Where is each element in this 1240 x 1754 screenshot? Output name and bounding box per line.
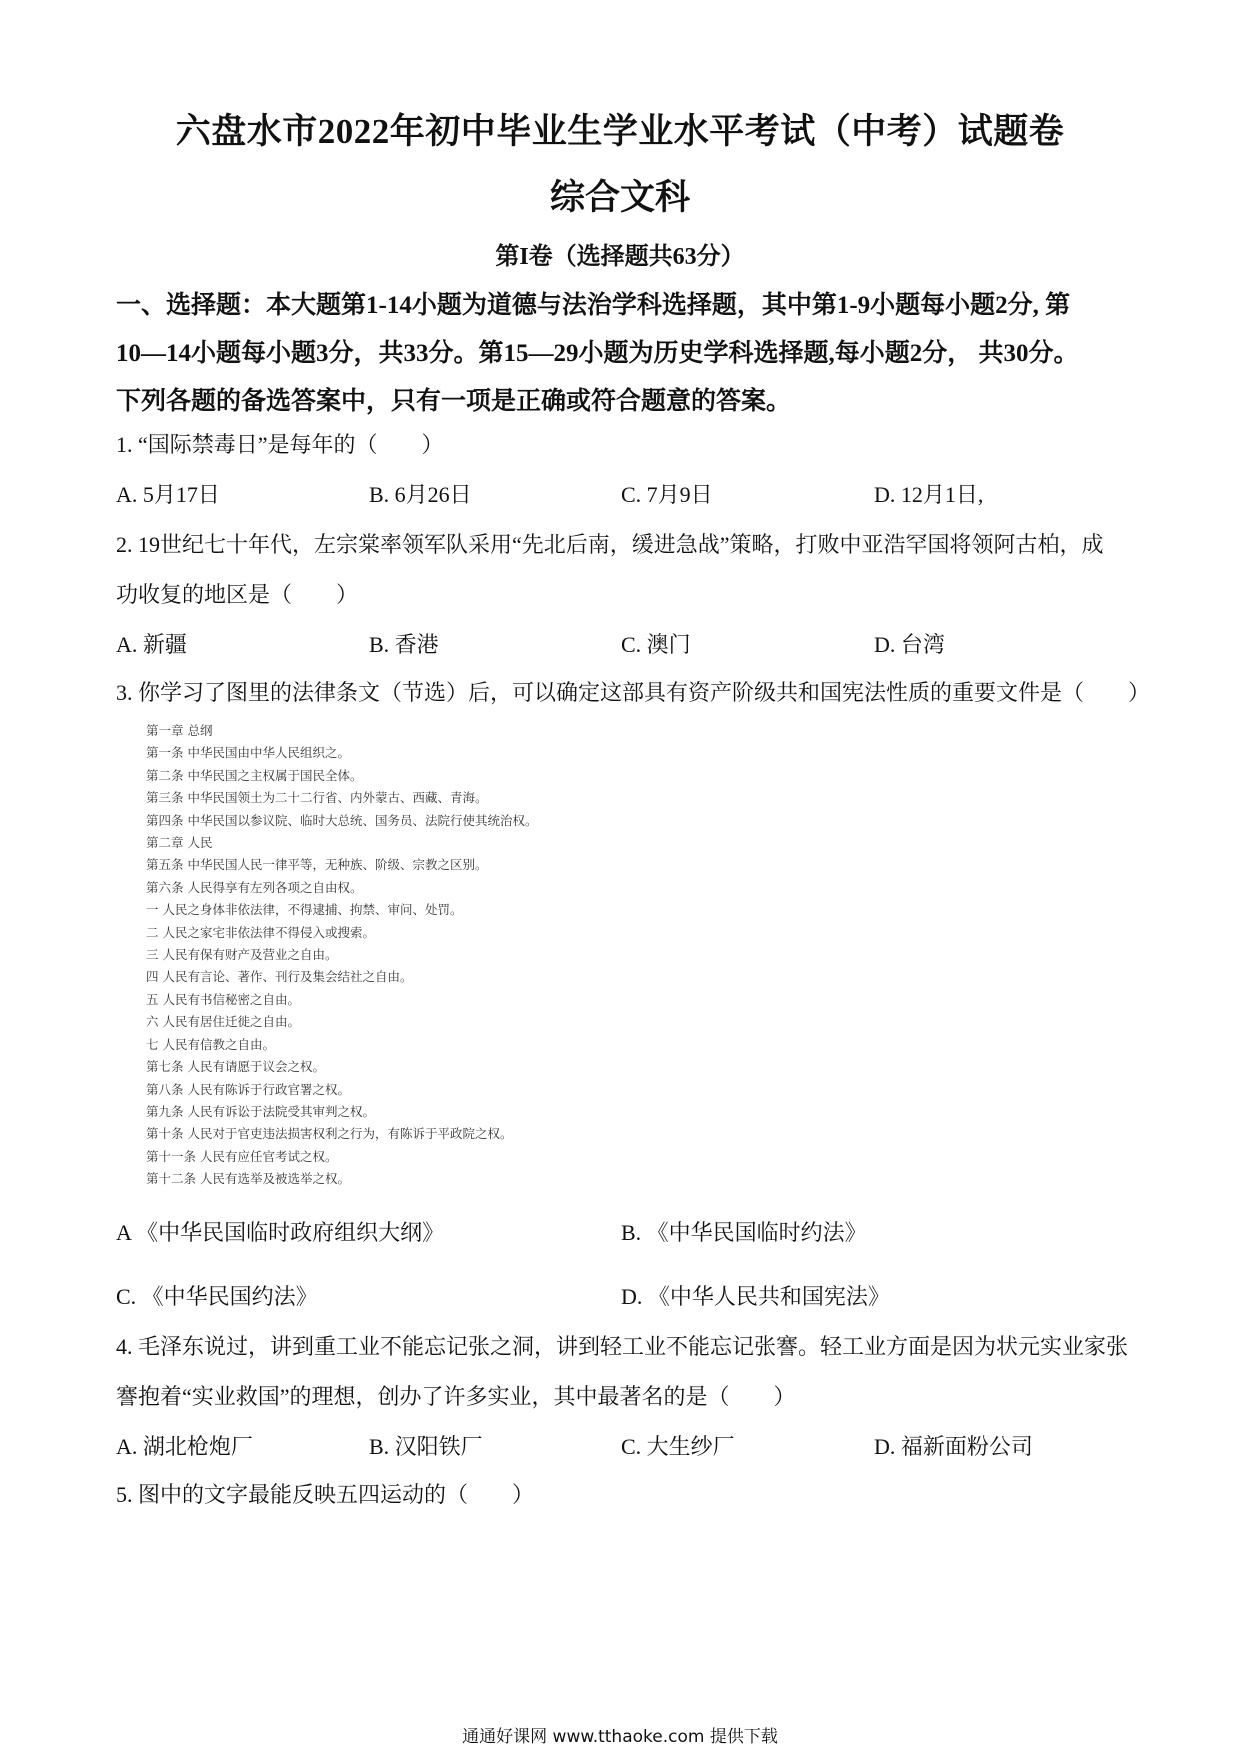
figure-line: 第四条 中华民国以参议院、临时大总统、国务员、法院行使其统治权。 — [146, 812, 538, 828]
instruction-line: 下列各题的备选答案中，只有一项是正确或符合题意的答案。 — [116, 388, 792, 415]
question-1-stem: 1. “国际禁毒日”是每年的（ ） — [116, 432, 444, 457]
figure-line: 第五条 中华民国人民一律平等，无种族、阶级、宗教之区别。 — [146, 857, 488, 873]
option-b: B. 《中华民国临时约法》 — [621, 1220, 867, 1245]
option-b: B. 香港 — [369, 632, 439, 657]
section-heading: 第I卷（选择题共63分） — [495, 244, 745, 270]
figure-line: 第十条 人民对于官吏违法损害权利之行为，有陈诉于平政院之权。 — [146, 1126, 513, 1142]
option-c: C. 《中华民国约法》 — [116, 1284, 318, 1309]
figure-line: 第八条 人民有陈诉于行政官署之权。 — [146, 1081, 350, 1097]
question-3-stem: 3. 你学习了图里的法律条文（节选）后，可以确定这部具有资产阶级共和国宪法性质的重要文件是（ ） — [116, 680, 1151, 705]
option-c: C. 澳门 — [621, 632, 691, 657]
exam-title: 六盘水市2022年初中毕业生学业水平考试（中考）试题卷 — [175, 112, 1065, 151]
option-c: C. 大生纱厂 — [621, 1434, 735, 1459]
figure-line: 第十一条 人民有应任官考试之权。 — [146, 1148, 338, 1164]
figure-line: 二 人民之家宅非依法律不得侵入或搜索。 — [146, 924, 375, 940]
figure-line: 第六条 人民得享有左列各项之自由权。 — [146, 879, 363, 895]
figure-line: 第十二条 人民有选举及被选举之权。 — [146, 1171, 350, 1187]
instructions — [116, 282, 1126, 426]
instruction-line: 10—14小题每小题3分，共33分。第15—29小题为历史学科选择题,每小题2分， 共30分。 — [116, 340, 1079, 367]
question-2-stem-line2: 功收复的地区是（ ） — [116, 582, 359, 607]
instruction-line: 一、选择题：本大题第1-14小题为道德与法治学科选择题，其中第1-9小题每小题2分, 第 — [116, 292, 1071, 319]
page-footer: 通通好课网 www.tthaoke.com 提供下载 — [462, 1727, 778, 1747]
figure-line: 第三条 中华民国领土为二十二行省、内外蒙古、西藏、青海。 — [146, 790, 488, 806]
option-a: A. 5月17日 — [116, 482, 220, 507]
figure-line: 六 人民有居住迁徙之自由。 — [146, 1014, 300, 1030]
figure-line: 五 人民有书信秘密之自由。 — [146, 991, 300, 1007]
figure-line: 第九条 人民有诉讼于法院受其审判之权。 — [146, 1103, 375, 1119]
figure-line: 七 人民有信教之自由。 — [146, 1036, 275, 1052]
figure-line: 第二章 人民 — [146, 835, 213, 851]
subject-title: 综合文科 — [549, 178, 690, 217]
figure-line: 第一章 总纲 — [146, 723, 213, 738]
option-d: D. 《中华人民共和国宪法》 — [621, 1284, 890, 1309]
option-d: D. 福新面粉公司 — [874, 1434, 1033, 1459]
option-d: D. 台湾 — [874, 632, 945, 657]
option-a: A. 湖北枪炮厂 — [116, 1434, 253, 1459]
law-excerpt-figure — [146, 720, 616, 1191]
question-2-stem-line1: 2. 19世纪七十年代，左宗棠率领军队采用“先北后南，缓进急战”策略，打败中亚浩罕国将领阿古柏，成 — [116, 532, 1104, 557]
option-a: A. 新疆 — [116, 632, 187, 657]
figure-line: 一 人民之身体非依法律，不得逮捕、拘禁、审问、处罚。 — [146, 902, 463, 918]
figure-line: 第一条 中华民国由中华人民组织之。 — [146, 745, 350, 761]
option-a: A 《中华民国临时政府组织大纲》 — [116, 1220, 445, 1245]
figure-line: 第二条 中华民国之主权属于国民全体。 — [146, 767, 363, 783]
figure-line: 四 人民有言论、著作、刊行及集会结社之自由。 — [146, 969, 413, 985]
question-4-stem-line2: 謇抱着“实业救国”的理想，创办了许多实业，其中最著名的是（ ） — [116, 1384, 796, 1409]
option-c: C. 7月9日 — [621, 482, 713, 507]
question-4-stem-line1: 4. 毛泽东说过，讲到重工业不能忘记张之洞，讲到轻工业不能忘记张謇。轻工业方面是因为状元实业家张 — [116, 1334, 1129, 1359]
figure-line: 第七条 人民有请愿于议会之权。 — [146, 1059, 325, 1075]
question-5-stem: 5. 图中的文字最能反映五四运动的（ ） — [116, 1482, 535, 1507]
figure-line: 三 人民有保有财产及营业之自由。 — [146, 947, 338, 963]
option-d: D. 12月1日, — [874, 482, 984, 507]
option-b: B. 6月26日 — [369, 482, 472, 507]
option-b: B. 汉阳铁厂 — [369, 1434, 483, 1459]
